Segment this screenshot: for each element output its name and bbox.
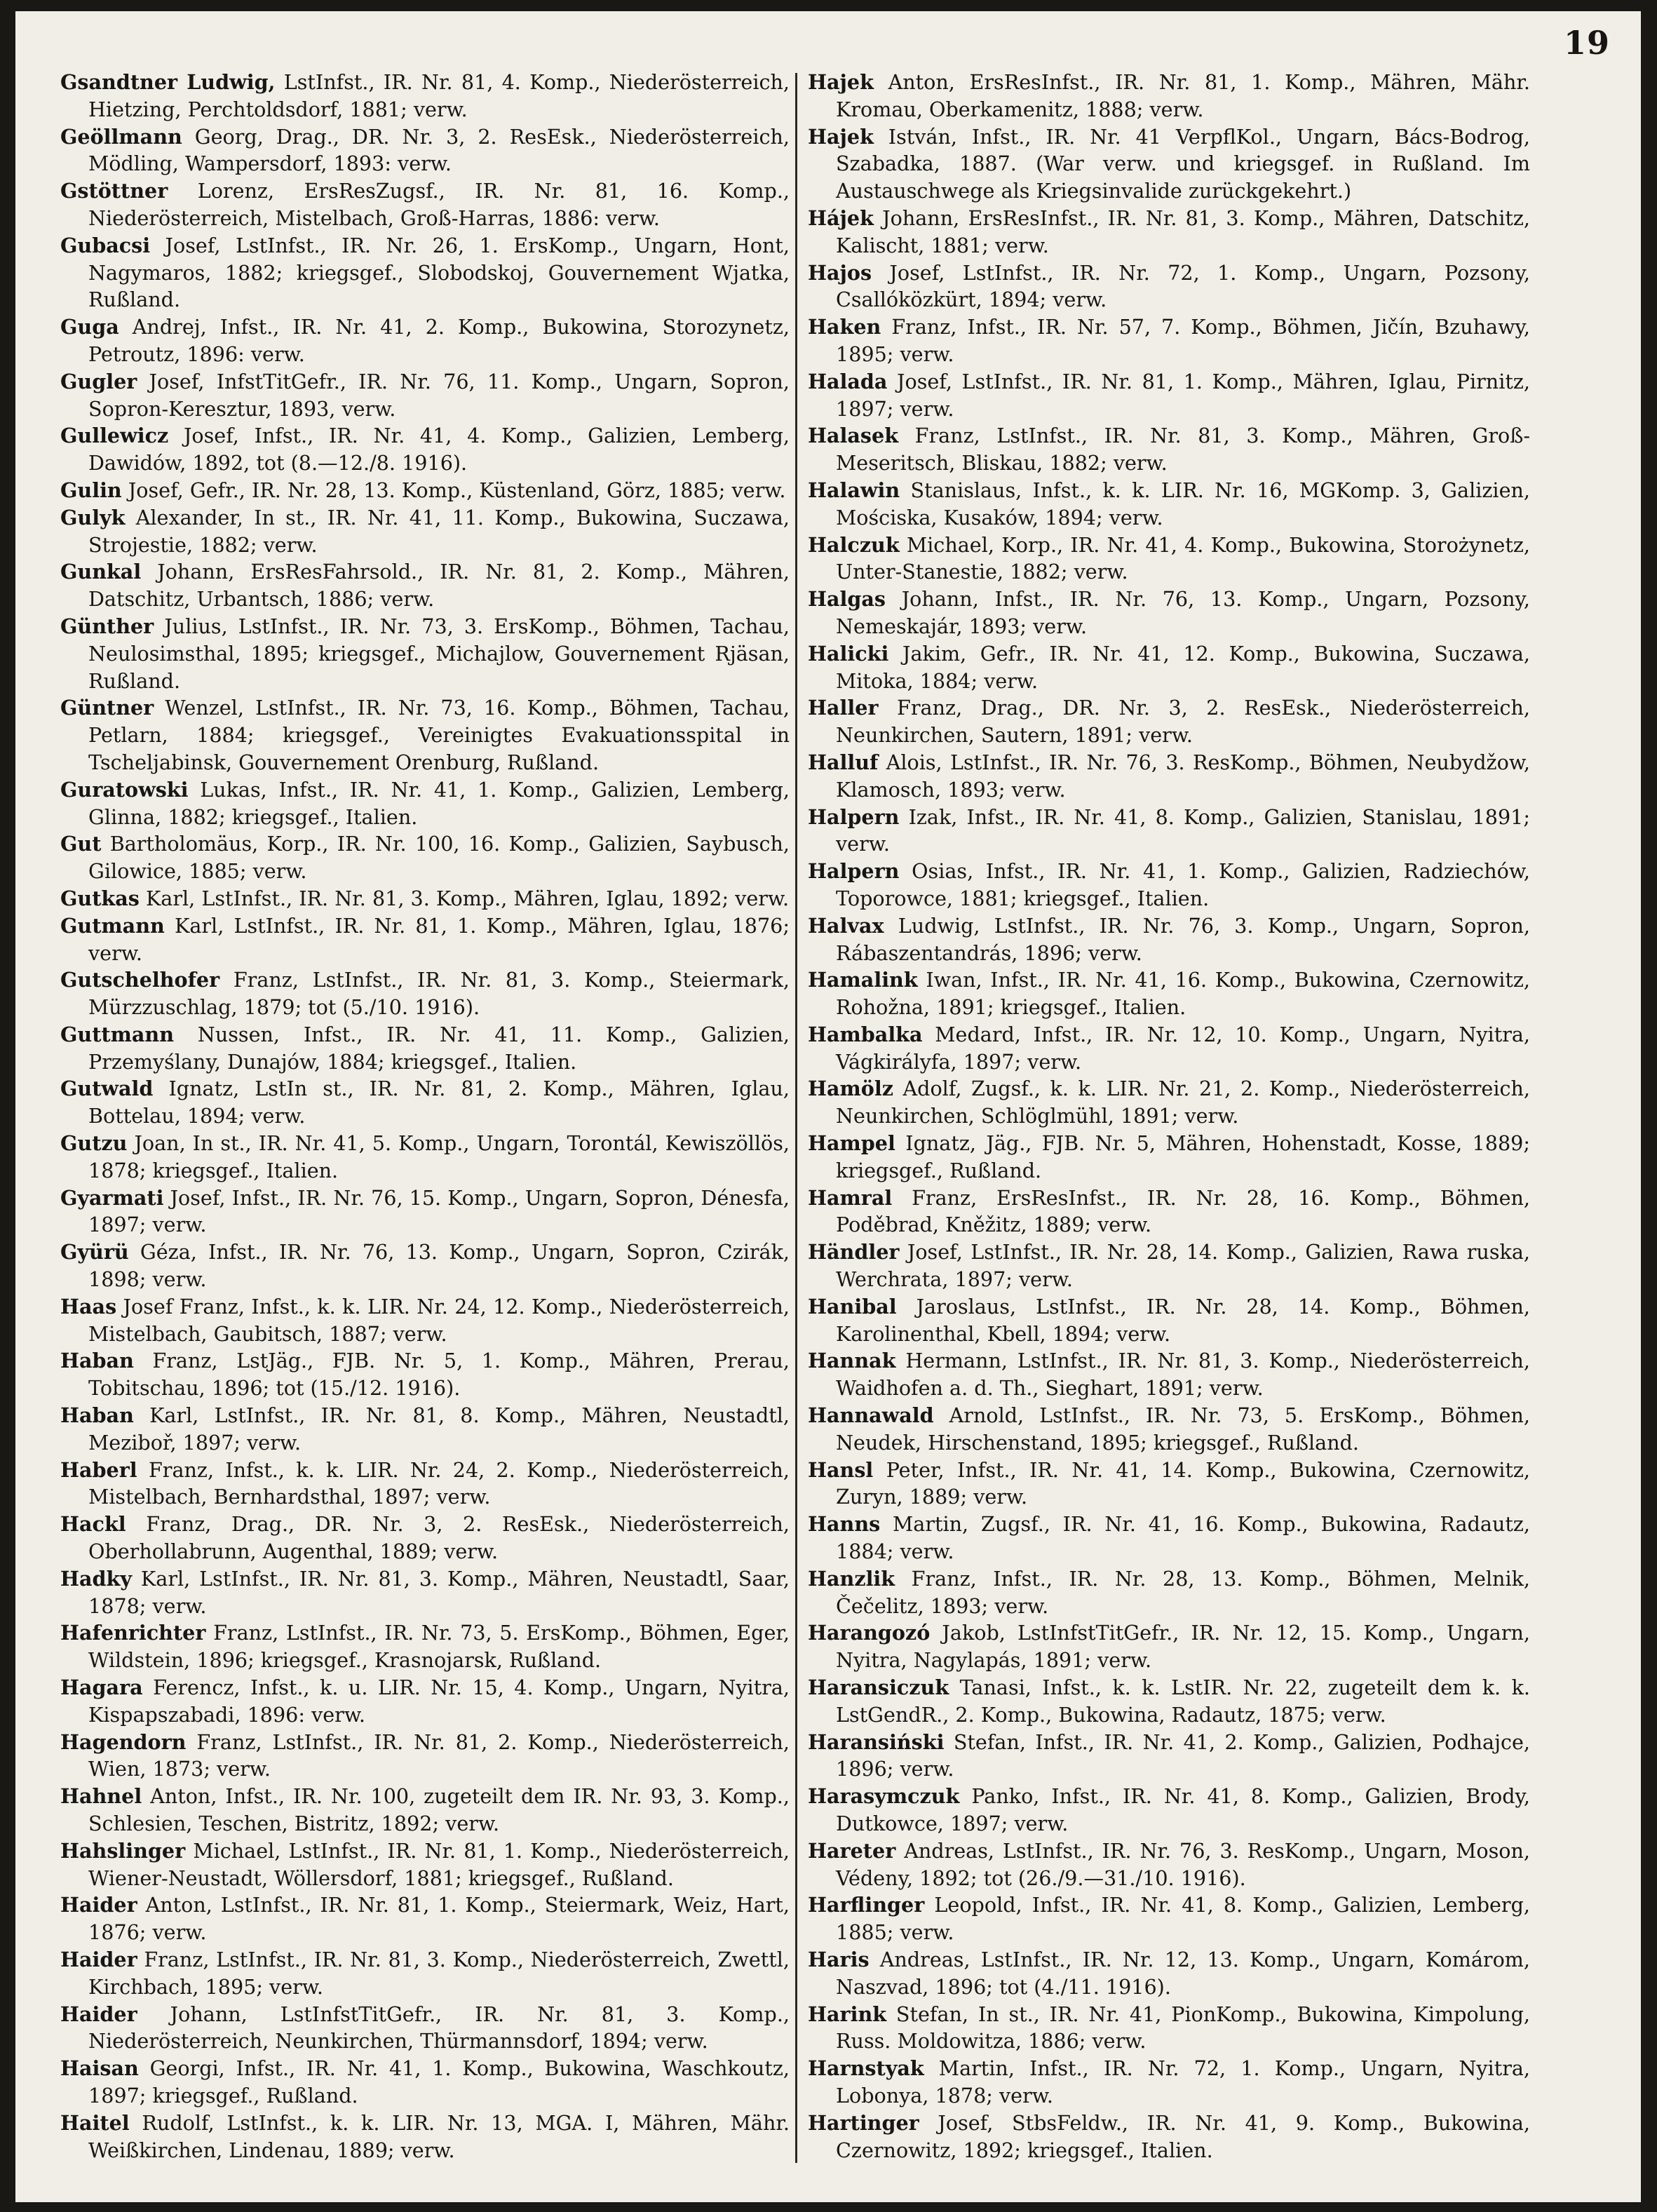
entry-details: Franz, LstInfst., IR. Nr. 73, 5. ErsKomp., Böhmen, Eger, Wildstein, 1896; kriegsgef., Krasnojarsk, Rußland.	[88, 1621, 790, 1673]
casualty-entry	[808, 640, 1530, 695]
casualty-entry	[808, 1457, 1530, 1511]
casualty-entry	[60, 613, 790, 694]
entry-details: Panko, Infst., IR. Nr. 41, 8. Komp., Galizien, Brody, Dutkowce, 1897; verw.	[836, 1784, 1530, 1835]
casualty-entry	[808, 1075, 1530, 1130]
entry-surname: Halgas	[808, 587, 886, 612]
entry-surname: Günther	[60, 614, 154, 638]
casualty-entry	[60, 313, 790, 368]
casualty-entry	[808, 1946, 1530, 2001]
entry-surname: Hagara	[60, 1675, 143, 1700]
casualty-entry	[808, 586, 1530, 640]
casualty-entry	[808, 1837, 1530, 1892]
casualty-entry	[808, 2055, 1530, 2110]
entry-details: Wenzel, LstInfst., IR. Nr. 73, 16. Komp., Böhmen, Tachau, Petlarn, 1884; kriegsgef., Vereinigtes Evakuationsspital in Tscheljabinsk, Gouvernement Orenburg, Rußland.	[88, 696, 790, 774]
entry-details: Josef, LstInfst., IR. Nr. 72, 1. Komp., Ungarn, Pozsony, Csallóközkürt, 1894; verw.	[836, 260, 1530, 312]
entry-surname: Haban	[60, 1403, 134, 1428]
entry-surname: Guttmann	[60, 1022, 174, 1046]
casualty-entry	[808, 858, 1530, 912]
entry-details: Stefan, Infst., IR. Nr. 41, 2. Komp., Galizien, Podhajce, 1896; verw.	[836, 1729, 1530, 1781]
casualty-entry	[808, 1347, 1530, 1402]
entry-surname: Hamral	[808, 1185, 893, 1210]
entry-details: Josef, Infst., IR. Nr. 41, 4. Komp., Galizien, Lemberg, Dawidów, 1892, tot (8.—12./8. 1916).	[88, 424, 790, 476]
entry-surname: Hackl	[60, 1512, 126, 1537]
entry-surname: Gutschelhofer	[60, 968, 220, 992]
entry-details: Johann, LstInfstTitGefr., IR. Nr. 81, 3. Komp., Niederösterreich, Neunkirchen, Thürmannsdorf, 1894; verw.	[88, 2002, 790, 2053]
entry-surname: Gutzu	[60, 1131, 128, 1156]
entry-details: LstInfst., IR. Nr. 81, 4. Komp., Niederösterreich, Hietzing, Perchtoldsdorf, 1881; verw.	[88, 70, 790, 121]
entry-details: Johann, Infst., IR. Nr. 76, 13. Komp., Ungarn, Pozsony, Nemeskajár, 1893; verw.	[836, 587, 1530, 638]
casualty-entry	[808, 2110, 1530, 2164]
casualty-entry	[60, 2110, 790, 2164]
casualty-entry	[808, 1619, 1530, 1674]
entry-details: Andrej, Infst., IR. Nr. 41, 2. Komp., Bukowina, Storozynetz, Petroutz, 1896: verw.	[88, 315, 790, 366]
entry-details: Nussen, Infst., IR. Nr. 41, 11. Komp., Galizien, Przemyślany, Dunajów, 1884; kriegsgef., Italien.	[88, 1022, 790, 1074]
entry-surname: Haller	[808, 696, 879, 720]
entry-surname: Hampel	[808, 1131, 895, 1156]
entry-surname: Guga	[60, 315, 119, 339]
entry-details: Bartholomäus, Korp., IR. Nr. 100, 16. Komp., Galizien, Saybusch, Gilowice, 1885; verw.	[88, 832, 790, 884]
casualty-entry	[808, 1674, 1530, 1729]
entry-details: Jakim, Gefr., IR. Nr. 41, 12. Komp., Bukowina, Suczawa, Mitoka, 1884; verw.	[836, 641, 1530, 693]
casualty-entry	[60, 1075, 790, 1130]
entry-surname: Haransiński	[808, 1729, 945, 1754]
entry-surname: Haransiczuk	[808, 1675, 949, 1700]
entry-surname: Halvax	[808, 913, 884, 938]
entry-details: Anton, LstInfst., IR. Nr. 81, 1. Komp., Steiermark, Weiz, Hart, 1876; verw.	[88, 1893, 790, 1945]
casualty-entry	[60, 1402, 790, 1457]
entry-details: Franz, ErsResInfst., IR. Nr. 28, 16. Komp., Böhmen, Poděbrad, Kněžitz, 1889; verw.	[836, 1185, 1530, 1237]
casualty-entry	[60, 2055, 790, 2110]
entry-details: Karl, LstInfst., IR. Nr. 81, 3. Komp., Mähren, Neustadtl, Saar, 1878; verw.	[88, 1566, 790, 1618]
entry-details: Stefan, In st., IR. Nr. 41, PionKomp., Bukowina, Kimpolung, Russ. Moldowitza, 1886; verw.	[836, 2002, 1530, 2053]
entry-details: Julius, LstInfst., IR. Nr. 73, 3. ErsKomp., Böhmen, Tachau, Neulosimsthal, 1895; kriegsgef., Michajlow, Gouvernement Rjäsan, Rußland.	[88, 614, 790, 693]
casualty-entry	[60, 1783, 790, 1837]
casualty-entry	[808, 259, 1530, 314]
casualty-entry	[60, 1837, 790, 1892]
casualty-entry	[60, 694, 790, 776]
entry-details: Martin, Infst., IR. Nr. 72, 1. Komp., Ungarn, Nyitra, Lobonya, 1878; verw.	[836, 2056, 1530, 2108]
casualty-entry	[808, 1130, 1530, 1185]
entry-details: Josef, Gefr., IR. Nr. 28, 13. Komp., Küstenland, Görz, 1885; verw.	[121, 478, 786, 502]
casualty-entry	[60, 1674, 790, 1729]
casualty-entry	[60, 1347, 790, 1402]
entry-details: Rudolf, LstInfst., k. k. LIR. Nr. 13, MGA. I, Mähren, Mähr. Weißkirchen, Lindenau, 1889; verw.	[88, 2110, 790, 2162]
entry-details: Josef, Infst., IR. Nr. 76, 15. Komp., Ungarn, Sopron, Dénesfa, 1897; verw.	[88, 1185, 790, 1237]
entry-details: Franz, LstInfst., IR. Nr. 81, 3. Komp., Mähren, Groß-Meseritsch, Bliskau, 1882; verw.	[836, 424, 1530, 476]
entry-details: Josef, InfstTitGefr., IR. Nr. 76, 11. Komp., Ungarn, Sopron, Sopron-Keresztur, 1893, verw.	[88, 369, 790, 421]
entry-details: Hermann, LstInfst., IR. Nr. 81, 3. Komp., Niederösterreich, Waidhofen a. d. Th., Sieghart, 1891; verw.	[836, 1349, 1530, 1401]
entry-surname: Haban	[60, 1349, 134, 1373]
entry-surname: Hájek	[808, 205, 874, 230]
entry-surname: Hartinger	[808, 2110, 919, 2135]
casualty-entry	[60, 776, 790, 831]
entry-details: Medard, Infst., IR. Nr. 12, 10. Komp., Ungarn, Nyitra, Vágkirályfa, 1897; verw.	[836, 1022, 1530, 1074]
casualty-entry	[808, 1021, 1530, 1076]
entry-surname: Halicki	[808, 641, 889, 666]
casualty-entry	[808, 1511, 1530, 1565]
casualty-entry	[808, 532, 1530, 586]
entry-details: Andreas, LstInfst., IR. Nr. 12, 13. Komp., Ungarn, Komárom, Naszvad, 1896; tot (4./11. 1916).	[836, 1947, 1530, 1999]
entry-details: István, Infst., IR. Nr. 41 VerpflKol., Ungarn, Bács-Bodrog, Szabadka, 1887. (War verw. und kriegsgef. in Rußland. Im Austauschwege als Kriegsinvalide zurückgekehrt.)	[836, 124, 1530, 203]
entry-surname: Hanns	[808, 1512, 881, 1537]
casualty-entry	[808, 1891, 1530, 1946]
casualty-entry	[60, 1511, 790, 1565]
casualty-entry	[808, 749, 1530, 804]
entry-details: Franz, LstJäg., FJB. Nr. 5, 1. Komp., Mähren, Prerau, Tobitschau, 1896; tot (15./12. 1916).	[88, 1349, 790, 1401]
entry-details: Adolf, Zugsf., k. k. LIR. Nr. 21, 2. Komp., Niederösterreich, Neunkirchen, Schlöglmühl, 1891; verw.	[836, 1077, 1530, 1128]
entry-details: Géza, Infst., IR. Nr. 76, 13. Komp., Ungarn, Sopron, Czirák, 1898; verw.	[88, 1240, 790, 1292]
casualty-entry	[808, 69, 1530, 123]
entry-details: Georgi, Infst., IR. Nr. 41, 1. Komp., Bukowina, Waschkoutz, 1897; kriegsgef., Rußland.	[88, 2056, 790, 2108]
casualty-entry	[808, 1293, 1530, 1348]
casualty-entry	[808, 912, 1530, 967]
casualty-entry	[808, 1239, 1530, 1293]
entry-details: Josef, LstInfst., IR. Nr. 28, 14. Komp., Galizien, Rawa ruska, Werchrata, 1897; verw.	[836, 1240, 1530, 1292]
casualty-entry	[60, 912, 790, 967]
entry-surname: Harangozó	[808, 1621, 931, 1645]
casualty-entry	[808, 368, 1530, 423]
entry-details: Jaroslaus, LstInfst., IR. Nr. 28, 14. Komp., Böhmen, Karolinenthal, Kbell, 1894; verw.	[836, 1294, 1530, 1346]
entry-details: Ludwig, LstInfst., IR. Nr. 76, 3. Komp., Ungarn, Sopron, Rábaszentandrás, 1896; verw.	[836, 913, 1530, 965]
casualty-entry	[60, 69, 790, 123]
casualty-entry	[60, 1130, 790, 1185]
entry-details: Martin, Zugsf., IR. Nr. 41, 16. Komp., Bukowina, Radautz, 1884; verw.	[836, 1512, 1530, 1564]
entry-surname: Hamölz	[808, 1077, 893, 1101]
entry-details: Anton, ErsResInfst., IR. Nr. 81, 1. Komp., Mähren, Mähr. Kromau, Oberkamenitz, 1888; verw.	[836, 70, 1530, 121]
entry-details: Ignatz, Jäg., FJB. Nr. 5, Mähren, Hohenstadt, Kosse, 1889; kriegsgef., Rußland.	[836, 1131, 1530, 1182]
casualty-entry	[60, 885, 790, 912]
entry-details: Jakob, LstInfstTitGefr., IR. Nr. 12, 15. Komp., Ungarn, Nyitra, Nagylapás, 1891; verw.	[836, 1621, 1530, 1673]
entry-surname: Halpern	[808, 804, 900, 829]
entry-details: Joan, In st., IR. Nr. 41, 5. Komp., Ungarn, Torontál, Kewiszöllös, 1878; kriegsgef., Italien.	[88, 1131, 790, 1182]
entry-details: Karl, LstInfst., IR. Nr. 81, 3. Komp., Mähren, Iglau, 1892; verw.	[139, 886, 790, 910]
entry-details: Johann, ErsResFahrsold., IR. Nr. 81, 2. Komp., Mähren, Datschitz, Urbantsch, 1886; verw.	[88, 560, 790, 612]
entry-surname: Hanzlik	[808, 1566, 895, 1591]
entry-details: Ignatz, LstIn st., IR. Nr. 81, 2. Komp., Mähren, Iglau, Bottelau, 1894; verw.	[88, 1077, 790, 1128]
entry-details: Peter, Infst., IR. Nr. 41, 14. Komp., Bukowina, Czernowitz, Zuryn, 1889; verw.	[836, 1457, 1530, 1509]
entry-details: Josef Franz, Infst., k. k. LIR. Nr. 24, 12. Komp., Niederösterreich, Mistelbach, Gaubitsch, 1887; verw.	[88, 1294, 790, 1346]
column-divider	[795, 73, 797, 2163]
casualty-entry	[60, 1565, 790, 1620]
entry-surname: Haisan	[60, 2056, 139, 2081]
casualty-entry	[60, 2001, 790, 2056]
entry-details: Lorenz, ErsResZugsf., IR. Nr. 81, 16. Komp., Niederösterreich, Mistelbach, Groß-Harras, 1886: verw.	[88, 179, 790, 230]
entry-details: Franz, LstInfst., IR. Nr. 81, 3. Komp., Niederösterreich, Zwettl, Kirchbach, 1895; verw.	[88, 1947, 790, 1999]
casualty-entry	[808, 1185, 1530, 1239]
casualty-entry	[808, 123, 1530, 205]
entry-surname: Gutwald	[60, 1077, 154, 1101]
entry-surname: Gugler	[60, 369, 137, 393]
entry-surname: Hajos	[808, 260, 872, 285]
entry-surname: Halczuk	[808, 532, 900, 557]
entry-details: Franz, LstInfst., IR. Nr. 81, 3. Komp., Steiermark, Mürzzuschlag, 1879; tot (5./10. 1916).	[88, 968, 790, 1020]
entry-surname: Gutkas	[60, 886, 140, 910]
entry-details: Osias, Infst., IR. Nr. 41, 1. Komp., Galizien, Radziechów, Toporowce, 1881; kriegsgef., Italien.	[836, 859, 1530, 910]
entry-surname: Hamalink	[808, 968, 918, 992]
entry-details: Johann, ErsResInfst., IR. Nr. 81, 3. Komp., Mähren, Datschitz, Kalischt, 1881; verw.	[836, 205, 1530, 257]
entry-surname: Haris	[808, 1947, 870, 1971]
entry-surname: Haider	[60, 1947, 137, 1971]
entry-surname: Gyürü	[60, 1240, 129, 1265]
entry-details: Iwan, Infst., IR. Nr. 41, 16. Komp., Bukowina, Czernowitz, Rohožna, 1891; kriegsgef., Italien.	[836, 968, 1530, 1020]
entry-surname: Haas	[60, 1294, 117, 1319]
entry-details: Karl, LstInfst., IR. Nr. 81, 8. Komp., Mähren, Neustadtl, Meziboř, 1897; verw.	[88, 1403, 790, 1455]
casualty-entry	[60, 1457, 790, 1511]
entry-details: Andreas, LstInfst., IR. Nr. 76, 3. ResKomp., Ungarn, Moson, Védeny, 1892; tot (26./9.—31./10. 1916).	[836, 1838, 1530, 1890]
entry-details: Karl, LstInfst., IR. Nr. 81, 1. Komp., Mähren, Iglau, 1876; verw.	[88, 913, 790, 965]
entry-surname: Gutmann	[60, 913, 165, 938]
entry-surname: Gullewicz	[60, 424, 169, 448]
entry-surname: Gsandtner Ludwig,	[60, 70, 276, 94]
entry-details: Josef, LstInfst., IR. Nr. 81, 1. Komp., Mähren, Iglau, Pirnitz, 1897; verw.	[836, 369, 1530, 421]
entry-details: Alois, LstInfst., IR. Nr. 76, 3. ResKomp., Böhmen, Neubydžow, Klamosch, 1893; verw.	[836, 750, 1530, 802]
casualty-entry	[808, 1402, 1530, 1457]
entry-surname: Hambalka	[808, 1022, 923, 1046]
entry-surname: Hansl	[808, 1457, 874, 1482]
entry-surname: Hadky	[60, 1566, 132, 1591]
casualty-entry	[60, 177, 790, 232]
entry-surname: Hannawald	[808, 1403, 934, 1428]
entry-surname: Hagendorn	[60, 1729, 187, 1754]
entry-surname: Händler	[808, 1240, 900, 1265]
entry-details: Anton, Infst., IR. Nr. 100, zugeteilt dem IR. Nr. 93, 3. Komp., Schlesien, Teschen, Bistritz, 1892; verw.	[88, 1784, 790, 1835]
entry-surname: Haberl	[60, 1457, 137, 1482]
entry-surname: Haken	[808, 315, 881, 339]
entry-details: Arnold, LstInfst., IR. Nr. 73, 5. ErsKomp., Böhmen, Neudek, Hirschenstand, 1895; kriegsgef., Rußland.	[836, 1403, 1530, 1455]
entry-details: Franz, Drag., DR. Nr. 3, 2. ResEsk., Niederösterreich, Oberhollabrunn, Augenthal, 1889; verw.	[88, 1512, 790, 1564]
entry-details: Tanasi, Infst., k. k. LstIR. Nr. 22, zugeteilt dem k. k. LstGendR., 2. Komp., Bukowina, Radautz, 1875; verw.	[836, 1675, 1530, 1727]
casualty-entry	[808, 2001, 1530, 2056]
casualty-entry	[60, 123, 790, 178]
casualty-entry	[808, 1565, 1530, 1620]
entry-surname: Gulyk	[60, 505, 126, 530]
casualty-entry	[60, 504, 790, 559]
entry-surname: Harnstyak	[808, 2056, 924, 2081]
casualty-entry	[808, 966, 1530, 1021]
casualty-entry	[808, 477, 1530, 532]
entry-surname: Hahslinger	[60, 1838, 186, 1863]
entry-details: Stanislaus, Infst., k. k. LIR. Nr. 16, MGKomp. 3, Galizien, Mościska, Kusaków, 1894; verw.	[836, 478, 1530, 530]
entry-details: Franz, Drag., DR. Nr. 3, 2. ResEsk., Niederösterreich, Neunkirchen, Sautern, 1891; verw.	[836, 696, 1530, 748]
entry-surname: Hanibal	[808, 1294, 897, 1319]
entry-surname: Halada	[808, 369, 888, 393]
entry-surname: Hajek	[808, 124, 874, 149]
entry-surname: Harasymczuk	[808, 1784, 960, 1809]
document-page	[15, 11, 1641, 2202]
entry-details: Franz, Infst., IR. Nr. 28, 13. Komp., Böhmen, Melnik, Čečelitz, 1893; verw.	[836, 1566, 1530, 1618]
casualty-entry	[60, 232, 790, 313]
entry-details: Leopold, Infst., IR. Nr. 41, 8. Komp., Galizien, Lemberg, 1885; verw.	[836, 1893, 1530, 1945]
casualty-entry	[60, 1619, 790, 1674]
right-column	[808, 69, 1530, 2164]
entry-details: Izak, Infst., IR. Nr. 41, 8. Komp., Galizien, Stanislau, 1891; verw.	[836, 804, 1530, 856]
entry-surname: Hareter	[808, 1838, 896, 1863]
casualty-entry	[60, 1891, 790, 1946]
entry-surname: Gunkal	[60, 560, 142, 584]
entry-surname: Geöllmann	[60, 124, 182, 149]
casualty-entry	[808, 1729, 1530, 1783]
entry-surname: Halluf	[808, 750, 879, 774]
casualty-entry	[60, 1185, 790, 1239]
casualty-entry	[808, 1783, 1530, 1837]
casualty-entry	[60, 368, 790, 423]
entry-details: Josef, LstInfst., IR. Nr. 26, 1. ErsKomp., Ungarn, Hont, Nagymaros, 1882; kriegsgef., Slobodskoj, Gouvernement Wjatka, Rußland.	[88, 233, 790, 312]
entry-details: Alexander, In st., IR. Nr. 41, 11. Komp., Bukowina, Suczawa, Strojestie, 1882; verw.	[88, 505, 790, 557]
entry-surname: Haitel	[60, 2110, 130, 2135]
casualty-entry	[60, 1946, 790, 2001]
entry-surname: Gulin	[60, 478, 122, 502]
entry-details: Lukas, Infst., IR. Nr. 41, 1. Komp., Galizien, Lemberg, Glinna, 1882; kriegsgef., Italien.	[88, 777, 790, 829]
page-number: 19	[1563, 24, 1610, 62]
entry-surname: Guratowski	[60, 777, 189, 802]
entry-surname: Gyarmati	[60, 1185, 164, 1210]
entry-surname: Güntner	[60, 696, 154, 720]
casualty-entry	[60, 477, 790, 504]
entry-surname: Gstöttner	[60, 179, 168, 203]
entry-surname: Hahnel	[60, 1784, 142, 1809]
entry-surname: Harflinger	[808, 1893, 925, 1917]
entry-details: Josef, StbsFeldw., IR. Nr. 41, 9. Komp., Bukowina, Czernowitz, 1892; kriegsgef., Italien.	[836, 2110, 1530, 2162]
entry-surname: Haider	[60, 1893, 137, 1917]
entry-details: Ferencz, Infst., k. u. LIR. Nr. 15, 4. Komp., Ungarn, Nyitra, Kispapszabadi, 1896: verw.	[88, 1675, 790, 1727]
entry-details: Michael, LstInfst., IR. Nr. 81, 1. Komp., Niederösterreich, Wiener-Neustadt, Wöllersdorf, 1881; kriegsgef., Rußland.	[88, 1838, 790, 1890]
entry-surname: Gut	[60, 832, 102, 856]
casualty-entry	[60, 1729, 790, 1783]
casualty-entry	[60, 1293, 790, 1348]
entry-surname: Halasek	[808, 424, 899, 448]
entry-details: Michael, Korp., IR. Nr. 41, 4. Komp., Bukowina, Storożynetz, Unter-Stanestie, 1882; verw.	[836, 532, 1530, 584]
casualty-entry	[808, 422, 1530, 477]
casualty-entry	[808, 804, 1530, 858]
entry-details: Franz, Infst., k. k. LIR. Nr. 24, 2. Komp., Niederösterreich, Mistelbach, Bernhardsthal, 1897; verw.	[88, 1457, 790, 1509]
entry-details: Georg, Drag., DR. Nr. 3, 2. ResEsk., Niederösterreich, Mödling, Wampersdorf, 1893: verw.	[88, 124, 790, 176]
entry-details: Franz, LstInfst., IR. Nr. 81, 2. Komp., Niederösterreich, Wien, 1873; verw.	[88, 1729, 790, 1781]
casualty-entry	[60, 558, 790, 613]
entry-surname: Halawin	[808, 478, 900, 502]
casualty-entry	[60, 1239, 790, 1293]
entry-surname: Halpern	[808, 859, 900, 884]
casualty-entry	[60, 830, 790, 885]
left-column	[60, 69, 790, 2164]
entry-surname: Harink	[808, 2002, 887, 2026]
entry-details: Franz, Infst., IR. Nr. 57, 7. Komp., Böhmen, Jičín, Bzuhawy, 1895; verw.	[836, 315, 1530, 366]
casualty-entry	[60, 966, 790, 1021]
casualty-entry	[60, 422, 790, 477]
casualty-entry	[808, 694, 1530, 749]
casualty-entry	[808, 205, 1530, 259]
entry-surname: Haider	[60, 2002, 137, 2026]
entry-surname: Gubacsi	[60, 233, 151, 257]
entry-surname: Hafenrichter	[60, 1621, 206, 1645]
casualty-entry	[60, 1021, 790, 1076]
entry-surname: Hannak	[808, 1349, 896, 1373]
entry-surname: Hajek	[808, 70, 874, 94]
casualty-entry	[808, 313, 1530, 368]
